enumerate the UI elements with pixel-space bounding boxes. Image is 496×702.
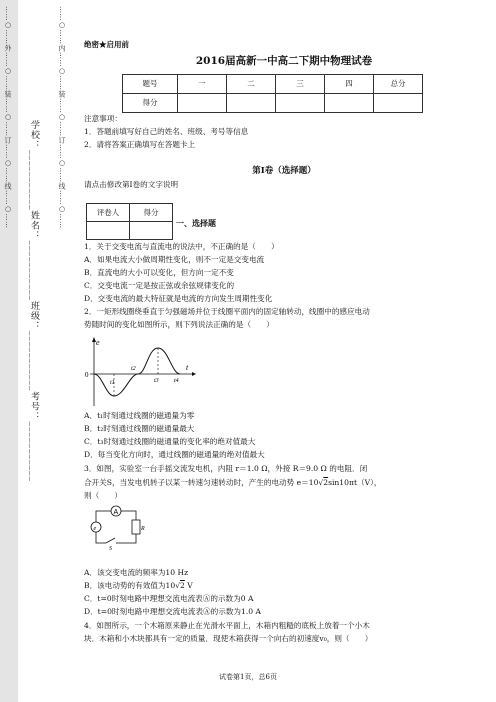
q3-stem-line1: 3．如图，实验室一台手摇交流发电机，内阻 r＝1.0 Ω，外接 R＝9.0 Ω 的电阻．闭 (84, 464, 368, 473)
emf-time-graph (84, 336, 196, 408)
sqrt-radicand: 2 (323, 478, 329, 487)
q3-option-b-text: B．该电动势的有效值为10 (84, 581, 176, 590)
exam-title: 2016届高新一中高二下期中物理试卷 (195, 55, 373, 67)
origin-label: 0 (85, 371, 89, 379)
q2-option-b: B．t₂时刻通过线圈的磁通量最大 (84, 424, 195, 433)
generator-circuit (90, 504, 146, 550)
score-cell[interactable] (276, 94, 325, 113)
t2-label: t2 (131, 366, 136, 372)
t1-label: t1 (110, 380, 115, 386)
sqrt-sign: √ (175, 581, 181, 590)
sqrt-sign: √ (318, 478, 324, 487)
q3-option-b (84, 581, 193, 591)
binding-line-outer: ……○……外……○……装……○……订……○……线……○…… (4, 6, 12, 229)
q2-option-d: D．每当变化方向时，通过线圈的磁通量的绝对值最大 (84, 450, 265, 459)
source-label: e (93, 526, 97, 532)
sqrt-radicand: 2 (180, 581, 185, 590)
resistor-label: R (141, 526, 145, 532)
resistor-symbol (132, 520, 140, 534)
section-title: 第I卷（选择题） (252, 166, 316, 176)
q3-stem-text: sin10πt（V）， (328, 478, 382, 487)
q1-option-d: D．交变电流的最大特征就是电流的方向发生周期性变化 (84, 294, 273, 303)
q2-option-c: C．t₃时刻通过线圈的磁通量的变化率的绝对值最大 (84, 437, 256, 446)
score-cell[interactable] (178, 94, 227, 113)
score-cell[interactable] (374, 94, 423, 113)
grader-header-cell: 评卷人 (87, 204, 130, 222)
q4-stem-line2: 块．木箱和小木块都具有一定的质量．现使木箱获得一个向右的初速度v₀，则（ ） (84, 634, 373, 643)
note-item: 1．答题前填写好自己的姓名、班级、考号等信息 (84, 127, 249, 136)
q3-option-d: D．t=0时刻电路中理想交流电流表Ⓐ的示数为1.0 A (84, 607, 261, 616)
q1-option-b: B．直流电的大小可以变化，但方向一定不变 (84, 268, 234, 277)
score-cell[interactable] (227, 94, 276, 113)
q3-option-a: A．该交变电流的频率为10 Hz (84, 568, 189, 577)
page-footer: 试卷第1页，总6页 (219, 673, 277, 681)
ammeter-label: A (113, 509, 119, 516)
q2-stem-line1: 2．一矩形线圈绕垂直于匀强磁场并位于线圈平面内的固定轴转动，线圈中的感应电动 (84, 307, 370, 316)
q3-stem-text: 合开关S，当发电机转子以某一转速匀速转动时，产生的电动势 e＝10 (84, 478, 319, 487)
q2-stem-line2: 势随时间的变化如图所示，则下列说法正确的是（ ） (84, 320, 274, 329)
t3-label: t3 (154, 378, 159, 384)
grader-cell[interactable] (87, 222, 130, 240)
score-header-cell: 三 (276, 75, 325, 94)
grader-header-cell: 得分 (130, 204, 173, 222)
t-axis-arrow (192, 372, 196, 376)
score-header-cell: 一 (178, 75, 227, 94)
q3-option-c: C．t=0时刻电路中理想交流电流表Ⓐ的示数为0 A (84, 594, 254, 603)
q1-option-a: A．如果电流大小做周期性变化，则不一定是交变电流 (84, 255, 265, 264)
q3-stem-line2 (84, 478, 381, 488)
note-item: 2．请将答案正确填写在答题卡上 (84, 140, 196, 149)
e-axis-label: e (96, 338, 100, 347)
notes-heading: 注意事项： (84, 114, 122, 123)
part-title: 一、选择题 (176, 218, 216, 228)
section-subtitle: 请点击修改第I卷的文字说明 (84, 180, 179, 189)
q1-option-c: C．交变电流一定是按正弦或余弦规律变化的 (84, 281, 235, 290)
q2-option-a: A．t₁时刻通过线圈的磁通量为零 (84, 411, 195, 420)
score-table (122, 74, 423, 113)
q3-option-b-unit: V (184, 581, 193, 590)
score-header-cell: 四 (325, 75, 374, 94)
grader-table (86, 203, 173, 240)
score-row-label: 得分 (123, 94, 178, 113)
q1-stem: 1．关于交变电流与直流电的说法中，不正确的是（ ） (84, 242, 279, 251)
q3-stem-line3: 则（ ） (84, 491, 122, 500)
student-info-fields: 学校：___________姓名：___________班级：___________考号：___________ (29, 120, 39, 482)
t-axis-label: t (186, 363, 189, 372)
secret-label: 绝密★启用前 (84, 40, 129, 49)
score-header-cell: 二 (227, 75, 276, 94)
score-header-cell: 题号 (123, 75, 178, 94)
emf-curve (94, 348, 180, 396)
score-cell[interactable] (325, 94, 374, 113)
score-header-cell: 总分 (374, 75, 423, 94)
switch-label: S (109, 546, 112, 550)
binding-line-inner: ……○……内……○……装……○……订……○……线……○…… (58, 6, 66, 229)
q4-stem-line1: 4．如图所示，一个木箱原来静止在光滑水平面上，木箱内粗糙的底板上放着一个小木 (84, 621, 370, 630)
t4-label: t4 (174, 378, 179, 384)
grader-cell[interactable] (130, 222, 173, 240)
